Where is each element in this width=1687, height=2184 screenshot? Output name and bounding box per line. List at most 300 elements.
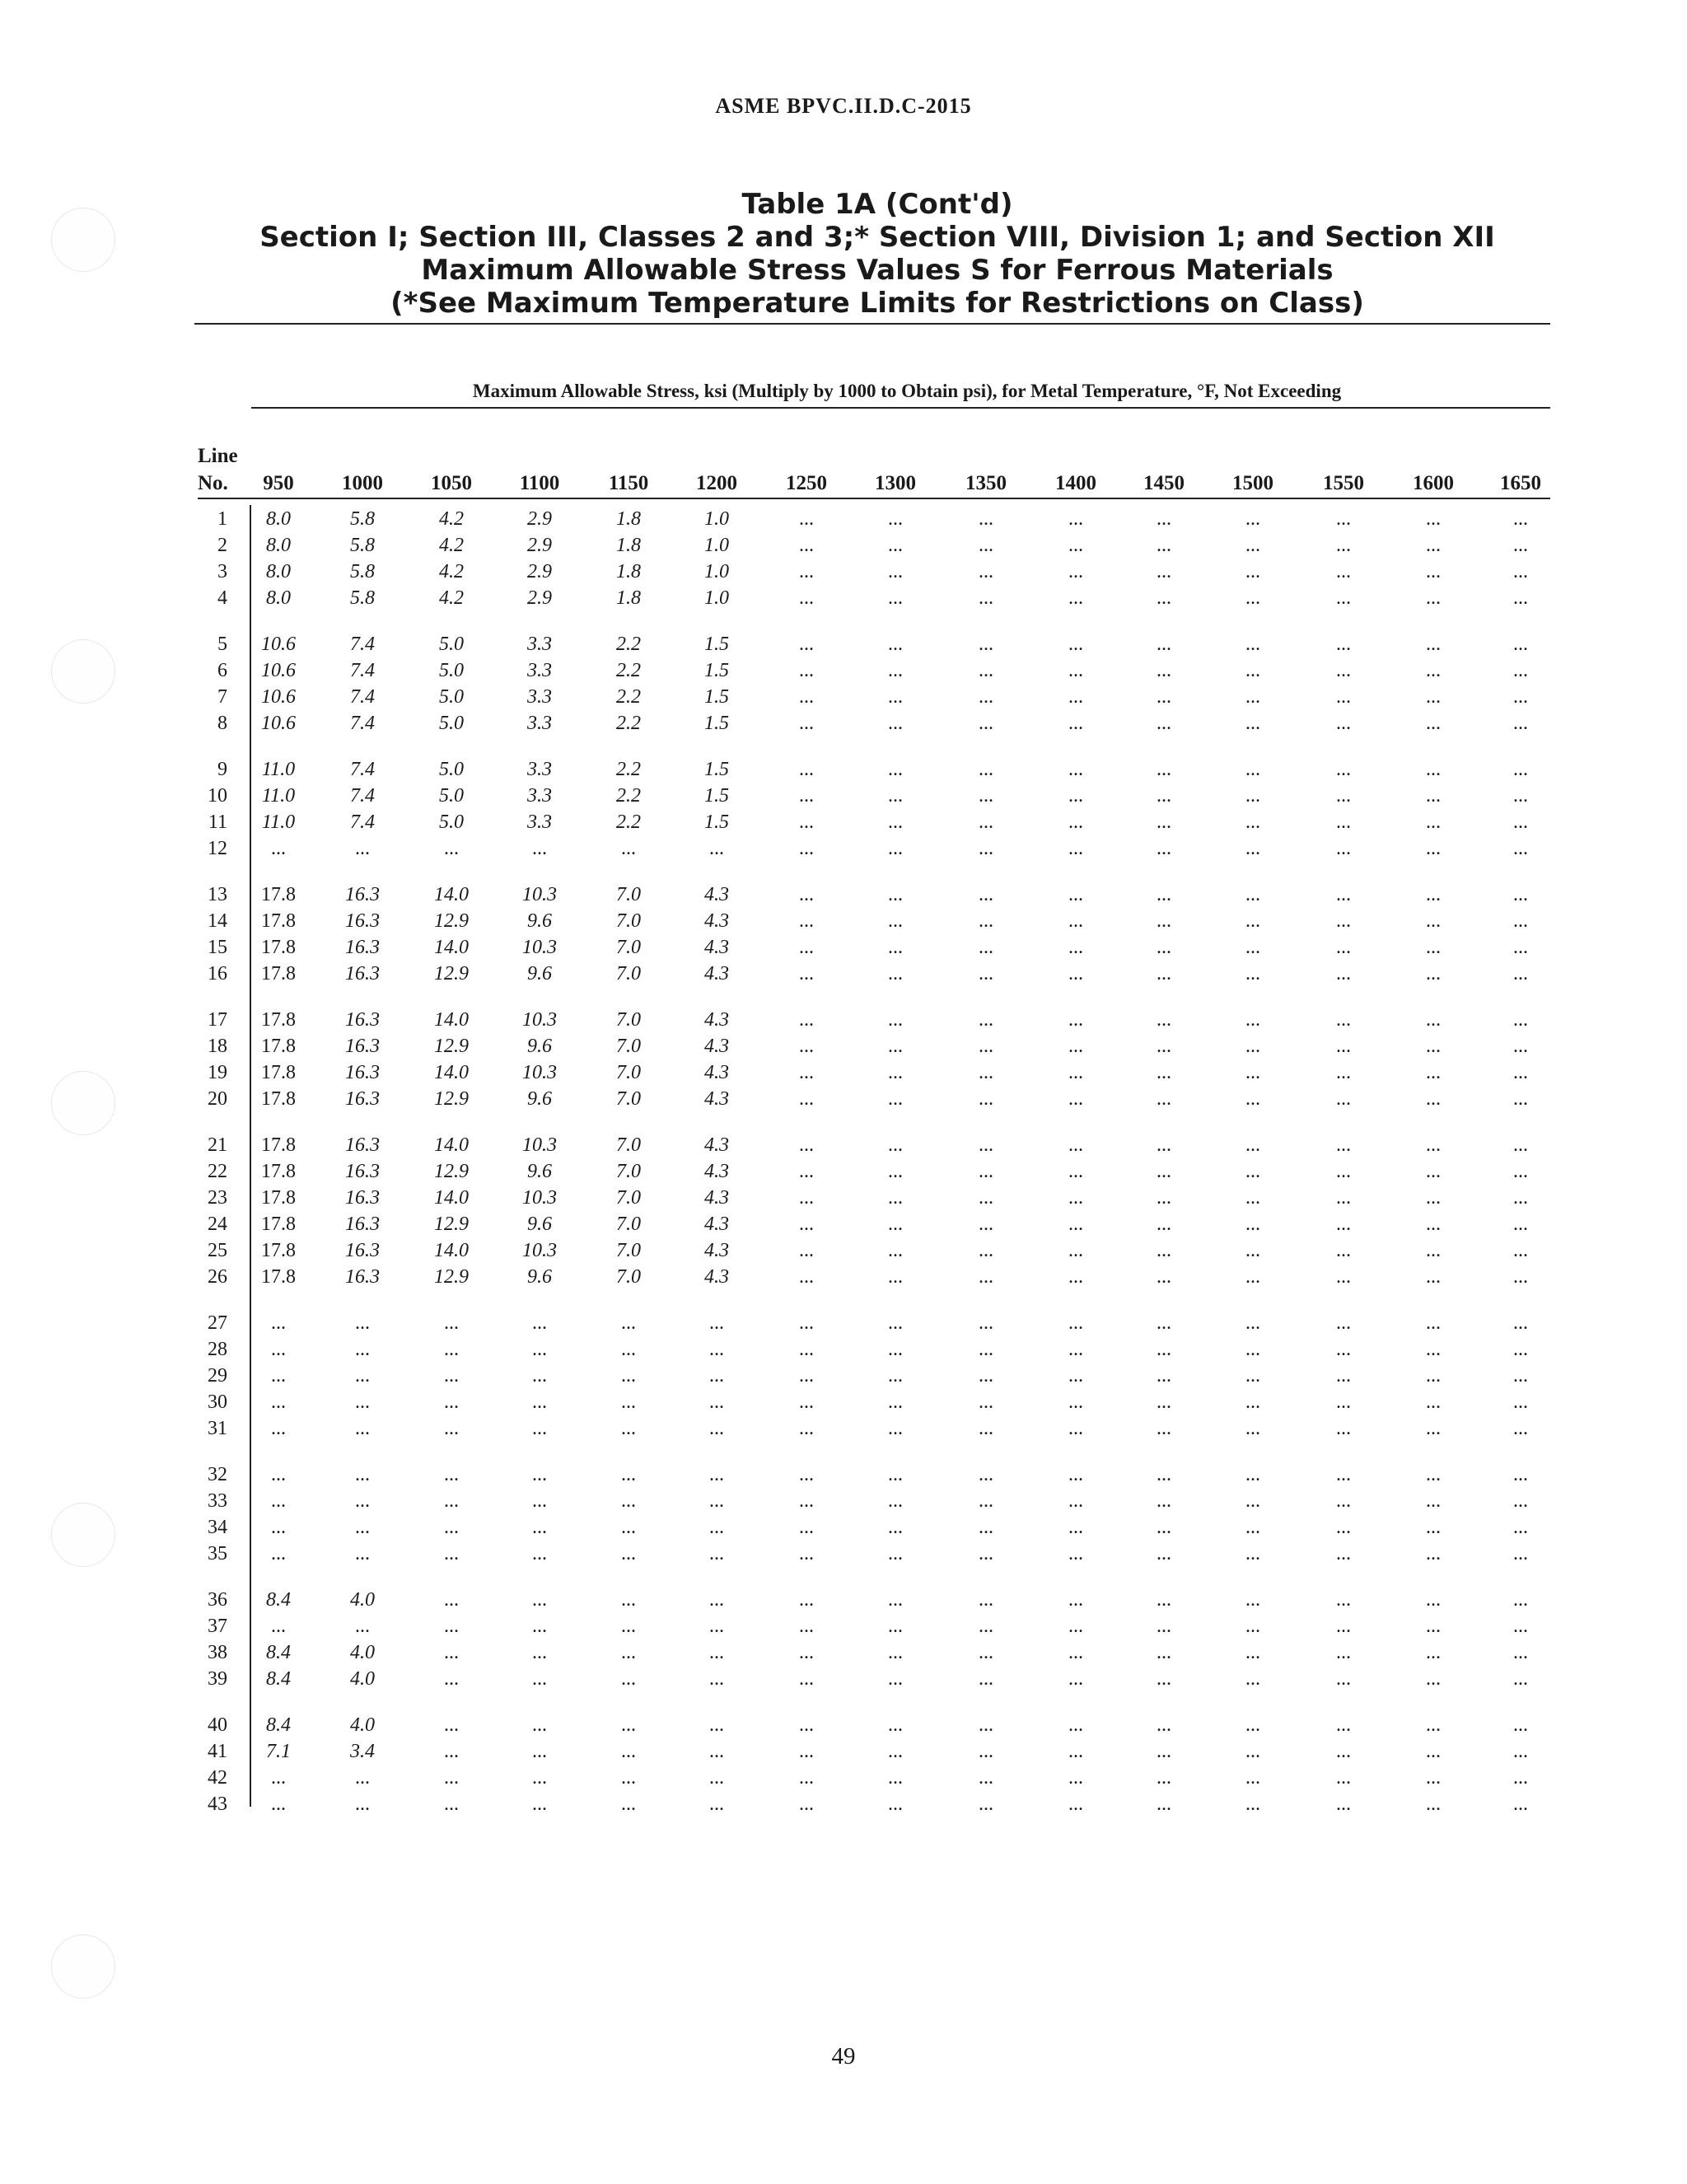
stress-cell: ...: [1245, 1741, 1260, 1762]
stress-cell: ...: [1245, 686, 1260, 708]
stress-cell: ...: [1157, 1266, 1171, 1288]
stress-cell: 17.8: [261, 1161, 296, 1182]
stress-cell: ...: [1068, 1490, 1083, 1512]
stress-cell: ...: [1157, 1589, 1171, 1611]
stress-cell: ...: [799, 561, 814, 582]
stress-cell: ...: [1336, 1088, 1351, 1110]
stress-cell: 1.5: [704, 785, 729, 807]
table-row: [0, 710, 1687, 737]
temperature-column-1000: 1000: [342, 472, 383, 494]
stress-cell: 5.0: [439, 634, 464, 655]
stress-cell: 2.2: [616, 686, 641, 708]
stress-cell: ...: [532, 1312, 547, 1334]
stress-cell: 9.6: [527, 910, 552, 932]
stress-cell: ...: [1068, 1642, 1083, 1663]
stress-cell: ...: [621, 1312, 636, 1334]
stress-cell: ...: [355, 1464, 370, 1485]
stress-cell: ...: [1068, 535, 1083, 556]
stress-cell: ...: [355, 838, 370, 859]
stress-cell: ...: [1336, 1391, 1351, 1413]
stress-cell: ...: [1157, 1339, 1171, 1360]
temperature-column-1250: 1250: [786, 472, 827, 494]
stress-cell: ...: [1336, 910, 1351, 932]
stress-cell: ...: [355, 1391, 370, 1413]
stress-cell: ...: [1426, 660, 1441, 681]
stress-cell: ...: [799, 785, 814, 807]
stress-cell: ...: [1157, 1767, 1171, 1789]
stress-cell: 4.3: [704, 1134, 729, 1156]
stress-cell: ...: [1068, 838, 1083, 859]
stress-cell: ...: [1245, 1339, 1260, 1360]
stress-cell: ...: [621, 1464, 636, 1485]
stress-cell: 4.2: [439, 561, 464, 582]
stress-cell: ...: [888, 1161, 903, 1182]
stress-cell: 17.8: [261, 963, 296, 984]
stress-cell: 3.3: [527, 686, 552, 708]
stress-cell: ...: [1336, 1418, 1351, 1439]
stress-cell: ...: [532, 1543, 547, 1564]
stress-cell: ...: [1157, 1240, 1171, 1261]
stress-cell: 16.3: [345, 963, 380, 984]
stress-cell: 2.2: [616, 660, 641, 681]
stress-cell: ...: [1245, 884, 1260, 905]
stress-cell: ...: [799, 937, 814, 958]
stress-cell: ...: [1068, 660, 1083, 681]
stress-cell: ...: [888, 713, 903, 734]
stress-cell: 10.3: [522, 937, 557, 958]
stress-cell: 1.8: [616, 561, 641, 582]
stress-cell: ...: [1513, 785, 1528, 807]
stress-cell: 10.3: [522, 1009, 557, 1031]
stress-cell: ...: [1513, 686, 1528, 708]
stress-cell: ...: [532, 1767, 547, 1789]
stress-cell: ...: [799, 1088, 814, 1110]
binder-hole: [51, 1934, 115, 1999]
temperature-column-1300: 1300: [875, 472, 916, 494]
line-number: 16: [208, 963, 227, 984]
stress-cell: ...: [1426, 1240, 1441, 1261]
stress-cell: 7.4: [350, 785, 375, 807]
stress-cell: ...: [979, 686, 993, 708]
stress-cell: ...: [355, 1365, 370, 1387]
stress-cell: ...: [1426, 561, 1441, 582]
temperature-column-1200: 1200: [696, 472, 737, 494]
stress-cell: ...: [621, 1668, 636, 1690]
stress-cell: ...: [979, 1464, 993, 1485]
table-row: [0, 934, 1687, 961]
table-row: [0, 1033, 1687, 1059]
stress-cell: ...: [799, 1339, 814, 1360]
stress-cell: ...: [1426, 1418, 1441, 1439]
table-row: [0, 532, 1687, 559]
stress-cell: ...: [1157, 1616, 1171, 1637]
stress-cell: ...: [1426, 1589, 1441, 1611]
stress-cell: 17.8: [261, 1009, 296, 1031]
stress-cell: ...: [888, 1036, 903, 1057]
stress-cell: ...: [888, 910, 903, 932]
stress-cell: ...: [709, 1714, 724, 1736]
line-number: 28: [208, 1339, 227, 1360]
stress-cell: ...: [1513, 660, 1528, 681]
stress-cell: ...: [979, 1088, 993, 1110]
stress-cell: ...: [1513, 1589, 1528, 1611]
stress-cell: ...: [709, 1543, 724, 1564]
stress-cell: 4.2: [439, 508, 464, 530]
line-number: 12: [208, 838, 227, 859]
stress-cell: 7.0: [616, 937, 641, 958]
stress-cell: ...: [1157, 1543, 1171, 1564]
stress-cell: ...: [979, 1036, 993, 1057]
stress-cell: ...: [1426, 535, 1441, 556]
stress-cell: ...: [1513, 1616, 1528, 1637]
stress-cell: ...: [979, 811, 993, 833]
stress-cell: ...: [979, 759, 993, 780]
table-row: [0, 1363, 1687, 1389]
stress-cell: ...: [271, 1517, 286, 1538]
table-row: [0, 1587, 1687, 1613]
stress-cell: ...: [1513, 1161, 1528, 1182]
stress-cell: 1.0: [704, 587, 729, 609]
stress-cell: ...: [1426, 686, 1441, 708]
stress-cell: ...: [799, 1490, 814, 1512]
stress-cell: ...: [1245, 1187, 1260, 1209]
line-number: 35: [208, 1543, 227, 1564]
stress-cell: ...: [1513, 963, 1528, 984]
stress-cell: ...: [532, 1793, 547, 1815]
stress-cell: ...: [355, 1616, 370, 1637]
stress-cell: ...: [1068, 1088, 1083, 1110]
stress-cell: ...: [888, 937, 903, 958]
stress-cell: ...: [271, 1312, 286, 1334]
stress-cell: ...: [888, 1088, 903, 1110]
stress-cell: 7.0: [616, 1036, 641, 1057]
stress-cell: ...: [1157, 508, 1171, 530]
stress-cell: ...: [1513, 811, 1528, 833]
stress-cell: 1.5: [704, 713, 729, 734]
stress-cell: ...: [1245, 1062, 1260, 1083]
stress-cell: 9.6: [527, 963, 552, 984]
stress-cell: ...: [799, 1009, 814, 1031]
stress-cell: ...: [1157, 1365, 1171, 1387]
stress-cell: ...: [1336, 1214, 1351, 1235]
stress-cell: ...: [979, 634, 993, 655]
stress-cell: ...: [444, 1339, 459, 1360]
stress-cell: ...: [799, 1642, 814, 1663]
stress-cell: ...: [1157, 1490, 1171, 1512]
stress-cell: ...: [1245, 1543, 1260, 1564]
stress-cell: ...: [799, 508, 814, 530]
stress-cell: ...: [1336, 1793, 1351, 1815]
stress-cell: ...: [1426, 713, 1441, 734]
stress-cell: 11.0: [261, 785, 296, 807]
stress-cell: ...: [709, 1391, 724, 1413]
stress-cell: ...: [1157, 1088, 1171, 1110]
stress-cell: ...: [1157, 660, 1171, 681]
stress-cell: ...: [888, 1793, 903, 1815]
stress-cell: ...: [799, 884, 814, 905]
stress-cell: 8.0: [266, 508, 291, 530]
stress-cell: ...: [1513, 884, 1528, 905]
stress-cell: ...: [271, 1365, 286, 1387]
stress-cell: ...: [1157, 1009, 1171, 1031]
stress-cell: ...: [271, 1793, 286, 1815]
table-row: [0, 1389, 1687, 1415]
temperature-column-1100: 1100: [519, 472, 560, 494]
line-number: 30: [208, 1391, 227, 1413]
stress-cell: ...: [1068, 1464, 1083, 1485]
stress-cell: 7.0: [616, 1009, 641, 1031]
stress-cell: ...: [1513, 1490, 1528, 1512]
stress-cell: ...: [888, 660, 903, 681]
stress-cell: 12.9: [434, 1161, 469, 1182]
stress-cell: ...: [1157, 759, 1171, 780]
stress-cell: ...: [888, 686, 903, 708]
stress-cell: 12.9: [434, 1214, 469, 1235]
stress-cell: ...: [888, 759, 903, 780]
page-number: 49: [831, 2043, 856, 2069]
stress-cell: ...: [1426, 1543, 1441, 1564]
table-row: [0, 1461, 1687, 1488]
stress-cell: 7.0: [616, 1187, 641, 1209]
stress-cell: ...: [444, 1767, 459, 1789]
stress-cell: ...: [1513, 1767, 1528, 1789]
stress-cell: ...: [444, 1418, 459, 1439]
stress-cell: ...: [1336, 1517, 1351, 1538]
stress-cell: 1.8: [616, 535, 641, 556]
stress-cell: ...: [1426, 1741, 1441, 1762]
stress-cell: ...: [1245, 1214, 1260, 1235]
stress-cell: ...: [1245, 759, 1260, 780]
stress-cell: ...: [444, 1668, 459, 1690]
stress-cell: 10.6: [261, 713, 296, 734]
table-row: [0, 1007, 1687, 1033]
stress-cell: 8.4: [266, 1714, 291, 1736]
stress-cell: 5.0: [439, 713, 464, 734]
stress-cell: ...: [1245, 1266, 1260, 1288]
caption-rule: [251, 407, 1550, 409]
stress-cell: ...: [799, 1312, 814, 1334]
stress-cell: ...: [532, 1391, 547, 1413]
stress-cell: ...: [979, 1391, 993, 1413]
stress-cell: ...: [621, 1589, 636, 1611]
stress-cell: ...: [1245, 1517, 1260, 1538]
stress-cell: ...: [979, 713, 993, 734]
stress-cell: ...: [1245, 1668, 1260, 1690]
stress-cell: ...: [1336, 1714, 1351, 1736]
title-rule: [194, 323, 1550, 325]
line-number: 5: [217, 634, 227, 655]
stress-cell: ...: [709, 1589, 724, 1611]
stress-cell: ...: [979, 1668, 993, 1690]
stress-cell: ...: [1157, 1062, 1171, 1083]
stress-cell: ...: [1426, 1134, 1441, 1156]
stress-cell: ...: [1336, 1741, 1351, 1762]
stress-cell: ...: [979, 508, 993, 530]
line-number: 9: [217, 759, 227, 780]
stress-cell: ...: [532, 1589, 547, 1611]
stress-cell: ...: [799, 686, 814, 708]
stress-cell: ...: [1245, 838, 1260, 859]
line-number: 24: [208, 1214, 227, 1235]
table-row: [0, 1613, 1687, 1639]
stress-cell: ...: [709, 1616, 724, 1637]
stress-cell: ...: [1513, 838, 1528, 859]
stress-cell: ...: [888, 1589, 903, 1611]
stress-cell: ...: [444, 838, 459, 859]
line-number: 34: [208, 1517, 227, 1538]
line-number: 4: [217, 587, 227, 609]
stress-cell: ...: [888, 1464, 903, 1485]
stress-cell: ...: [888, 1517, 903, 1538]
stress-cell: ...: [709, 1365, 724, 1387]
stress-cell: ...: [979, 1312, 993, 1334]
line-number: 7: [217, 686, 227, 708]
stress-cell: 2.2: [616, 785, 641, 807]
stress-cell: ...: [799, 759, 814, 780]
stress-cell: 1.5: [704, 634, 729, 655]
stress-cell: ...: [621, 1642, 636, 1663]
stress-cell: ...: [621, 838, 636, 859]
line-number: 1: [217, 508, 227, 530]
stress-cell: ...: [1336, 1767, 1351, 1789]
stress-cell: ...: [979, 963, 993, 984]
stress-cell: ...: [1068, 587, 1083, 609]
stress-cell: ...: [1068, 811, 1083, 833]
stress-cell: 4.3: [704, 1161, 729, 1182]
stress-cell: ...: [1068, 1741, 1083, 1762]
stress-cell: ...: [271, 1543, 286, 1564]
table-row: [0, 1310, 1687, 1336]
stress-cell: 17.8: [261, 910, 296, 932]
stress-cell: ...: [888, 561, 903, 582]
stress-cell: ...: [888, 1741, 903, 1762]
stress-cell: ...: [1245, 1714, 1260, 1736]
stress-cell: ...: [1336, 713, 1351, 734]
stress-cell: 9.6: [527, 1088, 552, 1110]
stress-cell: 16.3: [345, 1134, 380, 1156]
stress-cell: ...: [1426, 937, 1441, 958]
stress-cell: ...: [888, 1134, 903, 1156]
stress-cell: 7.0: [616, 1240, 641, 1261]
stress-cell: ...: [1157, 1418, 1171, 1439]
temperature-column-1650: 1650: [1500, 472, 1541, 494]
stress-cell: ...: [1513, 561, 1528, 582]
stress-cell: 4.3: [704, 1266, 729, 1288]
stress-cell: ...: [799, 1616, 814, 1637]
stress-cell: ...: [709, 1418, 724, 1439]
stress-cell: ...: [1068, 561, 1083, 582]
stress-cell: 10.3: [522, 1240, 557, 1261]
stress-cell: ...: [888, 508, 903, 530]
stress-cell: ...: [1513, 910, 1528, 932]
stress-cell: ...: [979, 884, 993, 905]
stress-cell: ...: [1336, 1312, 1351, 1334]
stress-cell: ...: [1426, 634, 1441, 655]
stress-cell: 16.3: [345, 1187, 380, 1209]
stress-cell: ...: [1068, 1668, 1083, 1690]
stress-cell: 7.0: [616, 1214, 641, 1235]
stress-cell: 14.0: [434, 937, 469, 958]
stress-cell: ...: [1513, 1642, 1528, 1663]
stress-cell: ...: [1426, 587, 1441, 609]
line-number: 21: [208, 1134, 227, 1156]
stress-cell: ...: [888, 785, 903, 807]
stress-cell: ...: [444, 1543, 459, 1564]
stress-cell: ...: [1336, 937, 1351, 958]
stress-cell: 7.4: [350, 713, 375, 734]
stress-cell: 4.0: [350, 1642, 375, 1663]
stress-cell: ...: [979, 1418, 993, 1439]
stress-cell: ...: [979, 535, 993, 556]
stress-cell: 1.0: [704, 508, 729, 530]
table-row: [0, 1211, 1687, 1237]
stress-cell: 10.3: [522, 884, 557, 905]
table-row: [0, 1639, 1687, 1666]
stress-cell: ...: [1426, 1668, 1441, 1690]
stress-cell: ...: [979, 1616, 993, 1637]
stress-cell: ...: [621, 1741, 636, 1762]
stress-cell: ...: [1068, 1240, 1083, 1261]
stress-cell: ...: [979, 660, 993, 681]
stress-cell: ...: [1336, 1339, 1351, 1360]
stress-cell: 5.8: [350, 561, 375, 582]
stress-cell: ...: [979, 561, 993, 582]
stress-cell: ...: [355, 1418, 370, 1439]
stress-cell: 2.9: [527, 587, 552, 609]
line-number: 17: [208, 1009, 227, 1031]
stress-cell: ...: [799, 1187, 814, 1209]
temperature-column-1550: 1550: [1323, 472, 1364, 494]
table-row: [0, 1765, 1687, 1791]
stress-cell: ...: [979, 937, 993, 958]
stress-cell: ...: [1426, 1312, 1441, 1334]
stress-cell: ...: [979, 1793, 993, 1815]
line-number: 39: [208, 1668, 227, 1690]
stress-cell: ...: [1068, 1312, 1083, 1334]
stress-cell: ...: [1336, 686, 1351, 708]
stress-cell: 12.9: [434, 1266, 469, 1288]
stress-cell: 4.3: [704, 1062, 729, 1083]
table-row: [0, 1712, 1687, 1738]
stress-cell: ...: [1426, 1391, 1441, 1413]
stress-cell: ...: [1426, 759, 1441, 780]
stress-cell: ...: [1068, 1767, 1083, 1789]
line-number: 6: [217, 660, 227, 681]
table-row: [0, 908, 1687, 934]
table-row: [0, 1541, 1687, 1567]
stress-cell: ...: [1068, 1365, 1083, 1387]
stress-cell: ...: [1245, 634, 1260, 655]
stress-cell: ...: [799, 910, 814, 932]
stress-cell: 2.2: [616, 713, 641, 734]
stress-cell: ...: [621, 1365, 636, 1387]
stress-cell: 12.9: [434, 963, 469, 984]
stress-cell: ...: [1513, 1214, 1528, 1235]
stress-cell: ...: [888, 1214, 903, 1235]
stress-cell: 4.3: [704, 884, 729, 905]
stress-cell: 3.3: [527, 660, 552, 681]
stress-cell: ...: [1336, 1240, 1351, 1261]
stress-cell: ...: [888, 1365, 903, 1387]
stress-cell: 7.0: [616, 963, 641, 984]
stress-cell: ...: [1157, 1642, 1171, 1663]
stress-cell: ...: [1513, 1668, 1528, 1690]
stress-cell: ...: [979, 1266, 993, 1288]
stress-cell: ...: [444, 1642, 459, 1663]
stress-cell: ...: [799, 1134, 814, 1156]
stress-cell: ...: [799, 1240, 814, 1261]
stress-cell: 2.9: [527, 561, 552, 582]
